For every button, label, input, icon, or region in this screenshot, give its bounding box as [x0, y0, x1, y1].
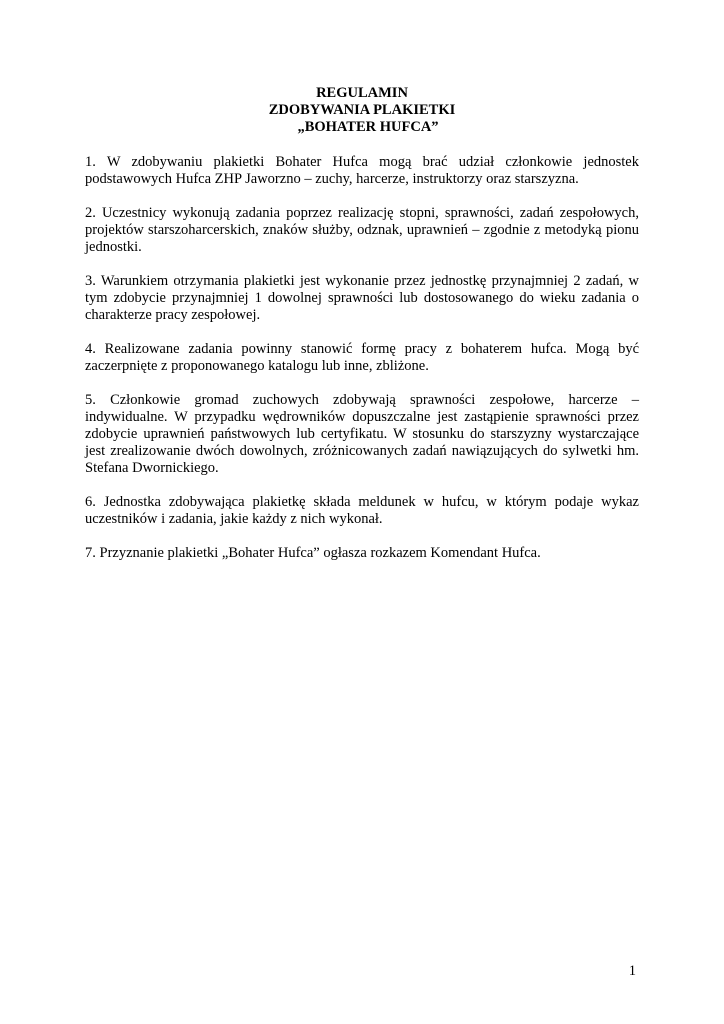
paragraph-7: 7. Przyznanie plakietki „Bohater Hufca” ogłasza rozkazem Komendant Hufca.	[85, 545, 541, 561]
paragraph-6: 6. Jednostka zdobywająca plakietkę składa meldunek w hufcu, w którym podaje wykaz uczestników i zadania, jakie każdy z nich wykonał.	[85, 494, 639, 527]
page-number: 1	[628, 963, 636, 979]
title-line-badge-name: „BOHATER HUFCA”	[297, 119, 439, 135]
document-title	[0, 85, 724, 136]
document-body	[85, 154, 639, 579]
paragraph-2: 2. Uczestnicy wykonują zadania poprzez realizację stopni, sprawności, zadań zespołowych, projektów starszoharcerskich, znaków służby, odznak, uprawnień – zgodnie z metodyką pionu jednostki.	[85, 205, 639, 255]
paragraph-1: 1. W zdobywaniu plakietki Bohater Hufca mogą brać udział członkowie jednostek podstawowych Hufca ZHP Jaworzno – zuchy, harcerze, instruktorzy oraz starszyzna.	[85, 154, 639, 187]
paragraph-5: 5. Członkowie gromad zuchowych zdobywają sprawności zespołowe, harcerze – indywidualne. W przypadku wędrowników dopuszczalne jest zastąpienie sprawności przez zdobycie uprawnień państwowych lub certyfikatu. W stosunku do starszyzny wystarczające jest zrealizowanie dwóch dowolnych, zróżnicowanych zadań nawiązujących do sylwetki hm. Stefana Dwornickiego.	[85, 392, 639, 476]
title-line-regulamin: REGULAMIN	[316, 85, 408, 101]
title-line-subject: ZDOBYWANIA PLAKIETKI	[268, 102, 456, 118]
paragraph-3: 3. Warunkiem otrzymania plakietki jest wykonanie przez jednostkę przynajmniej 2 zadań, w tym zdobycie przynajmniej 1 dowolnej sprawności lub dostosowanego do wieku zadania o charakterze pracy zespołowej.	[85, 273, 639, 323]
paragraph-4: 4. Realizowane zadania powinny stanowić formę pracy z bohaterem hufca. Mogą być zaczerpnięte z proponowanego katalogu lub inne, zbliżone.	[85, 341, 639, 374]
